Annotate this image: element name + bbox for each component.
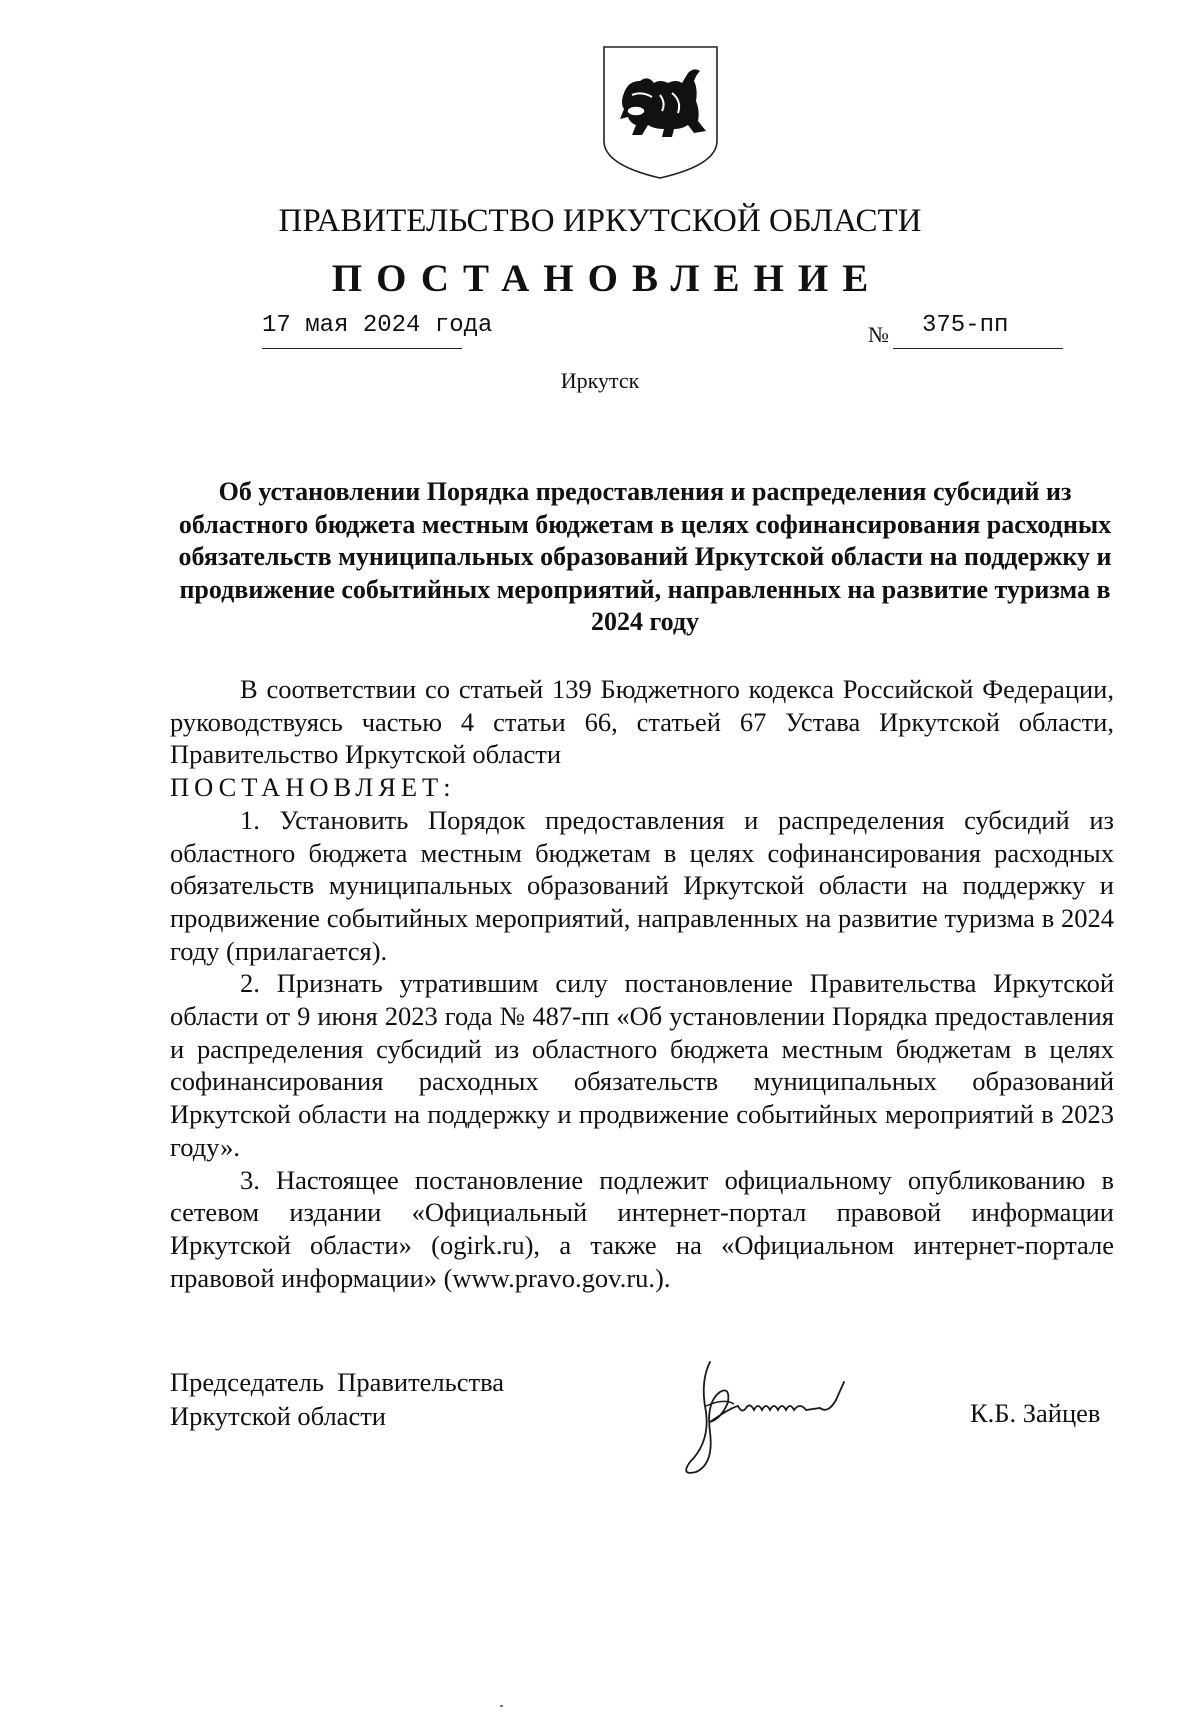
- item-3-paragraph: 3. Настоящее постановление подлежит официальному опубликованию в сетевом издании «Официальный интернет-портал правовой информации Иркутской области» (ogirk.ru), а также на «Официальном интернет-портале правовой информации» (www.pravo.gov.ru.).: [170, 1164, 1114, 1293]
- item-1-paragraph: 1. Установить Порядок предоставления и распределения субсидий из областного бюджета местным бюджетам в целях софинансирования расходных обязательств муниципальных образований Иркутской области на поддержку и продвижение событийных мероприятий, направленных на развитие туризма в 2024 году (прилагается).: [170, 804, 1114, 966]
- signer-name: К.Б. Зайцев: [970, 1398, 1101, 1428]
- number-underline: [893, 348, 1063, 349]
- decree-word: ПОСТАНОВЛЯЕТ:: [170, 772, 456, 803]
- handwritten-signature-icon: [670, 1352, 900, 1482]
- date-underline: [262, 348, 462, 349]
- item-2-paragraph: 2. Признать утратившим силу постановление Правительства Иркутской области от 9 июня 2023 года № 487-пп «Об установлении Порядка предоставления и распределения субсидий из областного бюджета местным бюджетам в целях софинансирования расходных обязательств муниципальных образований Иркутской области на поддержку и продвижение событийных мероприятий в 2023 году».: [170, 968, 1114, 1162]
- position-line-2: Иркутской области: [170, 1401, 386, 1431]
- document-heading: Об установлении Порядка предоставления и распределения субсидий из областного бюджета местным бюджетам в целях софинансирования расходных обязательств муниципальных образований Иркутской области на поддержку и продвижение событийных мероприятий, направленных на развитие туризма в 2024 году: [178, 477, 1112, 636]
- document-body: [170, 673, 1114, 1294]
- document-date: 17 мая 2024 года: [262, 312, 493, 339]
- preamble-paragraph: В соответствии со статьей 139 Бюджетного кодекса Российской Федерации, руководствуясь частью 4 статьи 66, статьей 67 Устава Иркутской области, Правительство Иркутской области: [170, 674, 1114, 770]
- government-name: ПРАВИТЕЛЬСТВО ИРКУТСКОЙ ОБЛАСТИ: [278, 203, 922, 239]
- signatory-position: [170, 1365, 504, 1433]
- irkutsk-coat-of-arms-icon: [602, 45, 719, 180]
- city: Иркутск: [560, 368, 640, 393]
- position-line-1: Председатель Правительства: [170, 1367, 505, 1397]
- document-number: 375-пп: [922, 312, 1009, 339]
- number-sign: №: [868, 322, 889, 347]
- document-type-title: ПОСТАНОВЛЕНИЕ: [331, 257, 883, 300]
- scan-speck: [500, 1705, 503, 1707]
